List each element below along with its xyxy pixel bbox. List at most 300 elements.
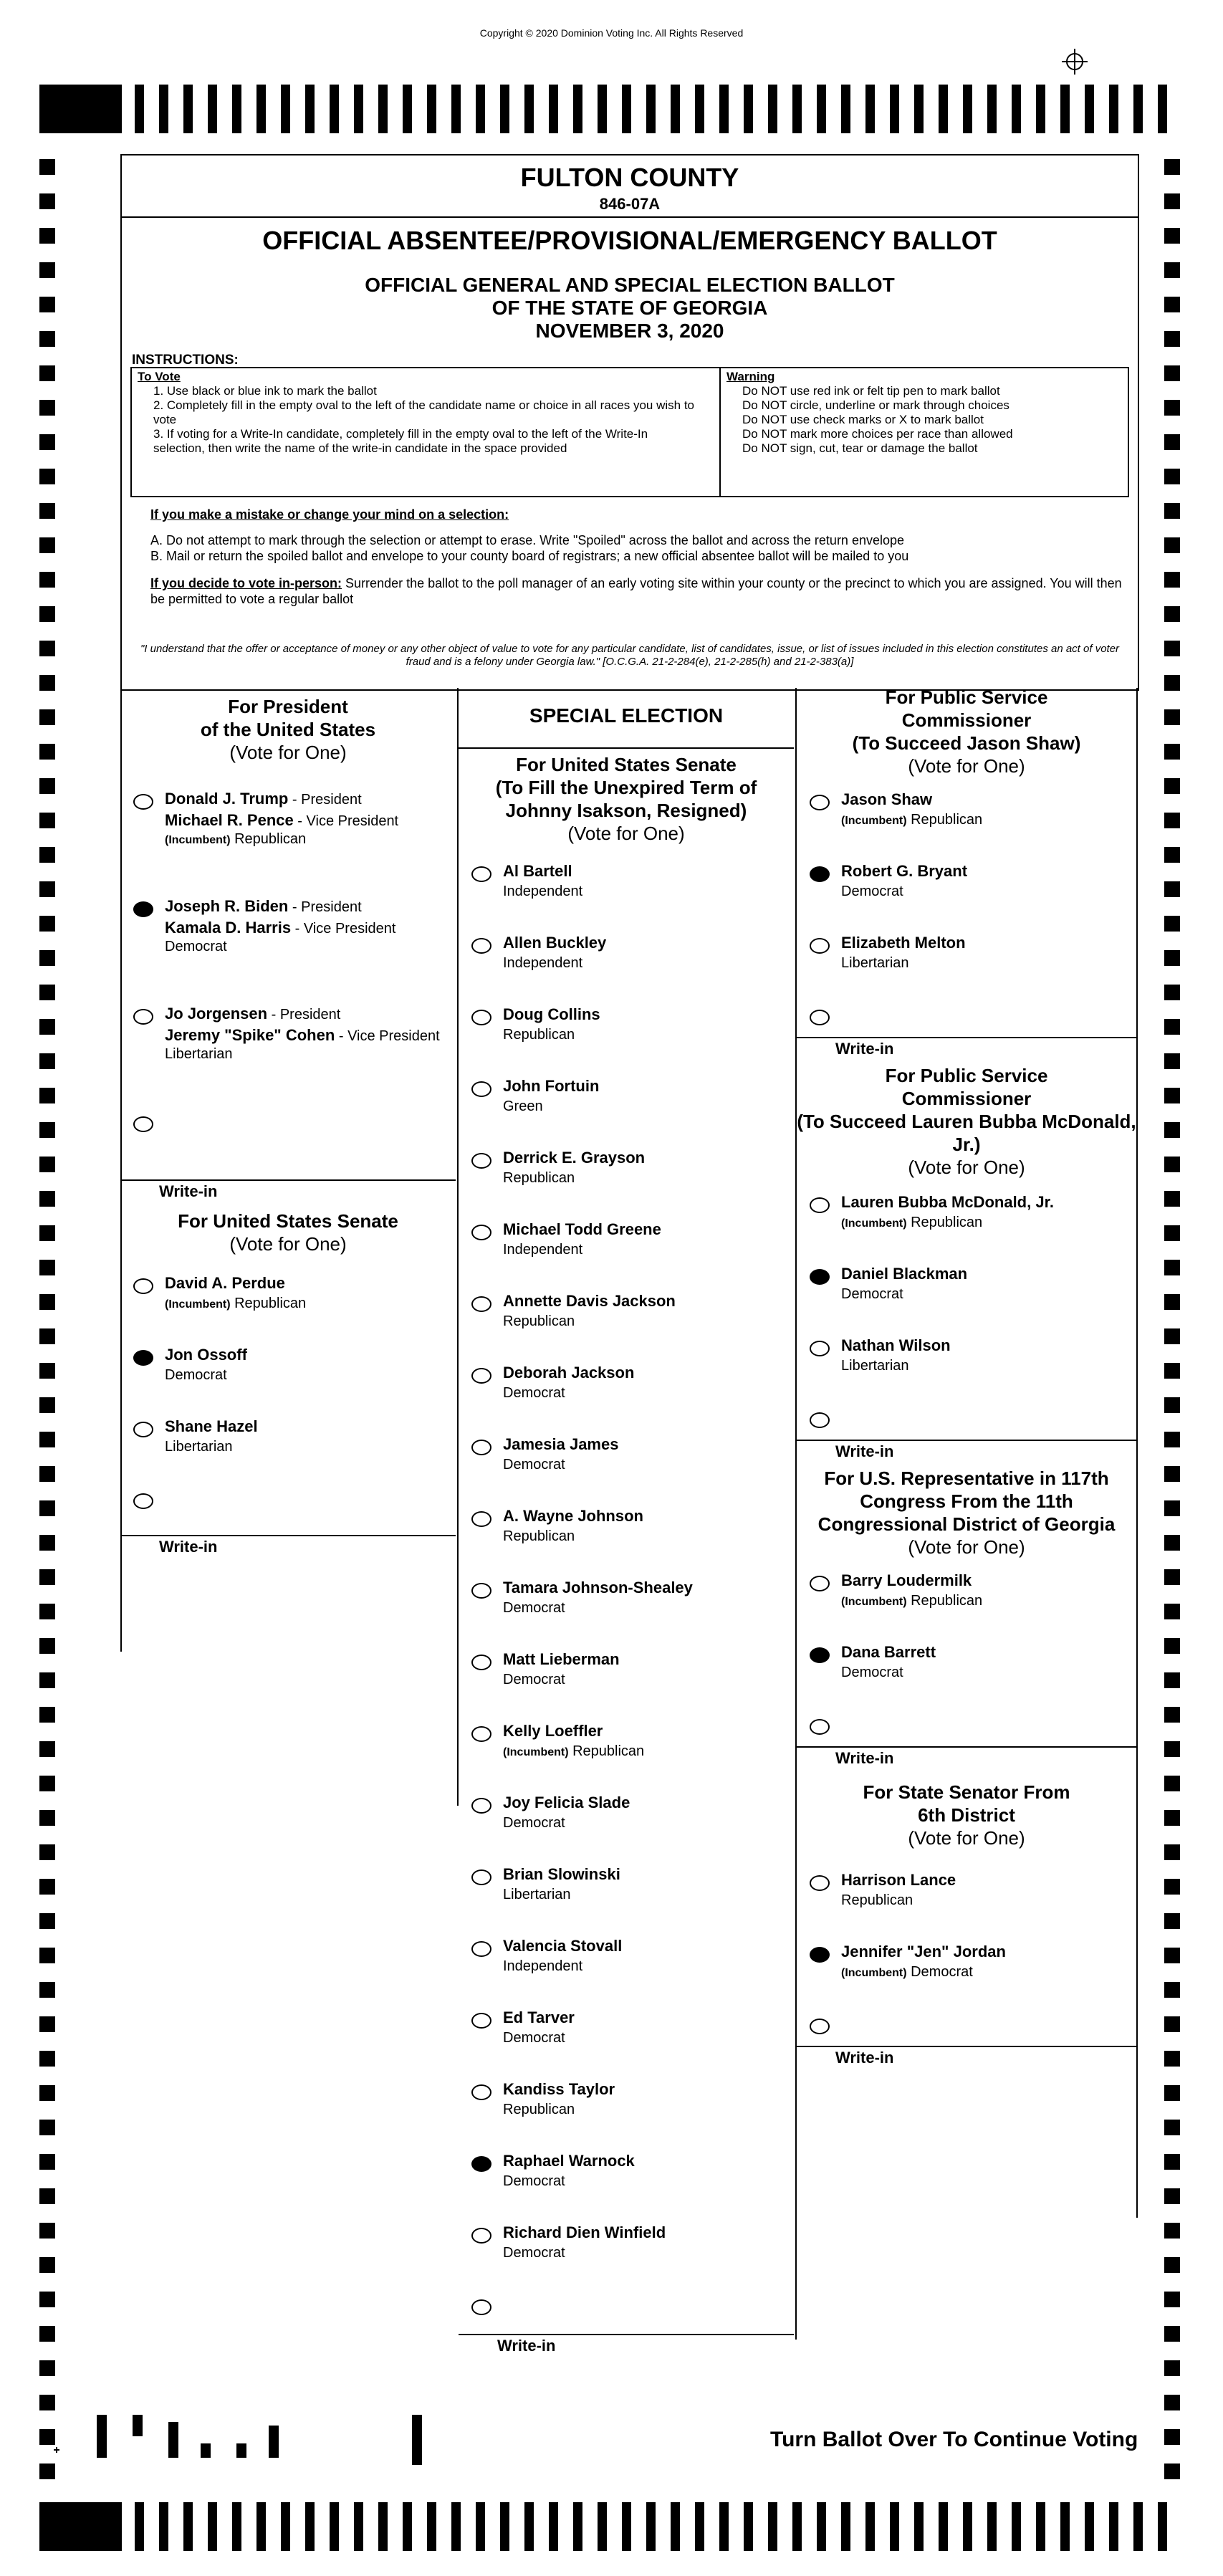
vote-oval[interactable] <box>810 1341 830 1356</box>
running-mate-text: Michael R. Pence <box>165 811 294 829</box>
timing-bar <box>256 2502 266 2551</box>
candidate-option[interactable] <box>459 1574 794 1646</box>
vote-oval[interactable] <box>471 1010 491 1025</box>
vote-for-label: (Vote for One) <box>229 1233 347 1255</box>
side-mark <box>1164 572 1180 588</box>
side-mark <box>39 400 55 416</box>
side-mark <box>39 1500 55 1516</box>
side-mark <box>1164 1982 1180 1998</box>
candidate-option[interactable] <box>797 1938 1136 2010</box>
timing-bar <box>1060 2502 1070 2551</box>
side-mark <box>39 1741 55 1757</box>
party-text: Democrat <box>841 1286 903 1302</box>
candidate-name <box>841 1643 936 1662</box>
candidate-party <box>841 1892 913 1909</box>
party-text: Republican <box>841 1892 913 1908</box>
timing-bar <box>476 2502 485 2551</box>
vote-oval[interactable] <box>471 1511 491 1527</box>
side-mark <box>39 2360 55 2376</box>
timing-bar <box>451 2502 461 2551</box>
candidate-option[interactable] <box>120 1413 456 1485</box>
side-mark <box>1164 2051 1180 2067</box>
vote-oval[interactable] <box>471 1941 491 1957</box>
vote-oval[interactable] <box>133 901 153 917</box>
side-mark <box>1164 1741 1180 1757</box>
side-mark <box>1164 262 1180 278</box>
vote-for-label: (Vote for One) <box>908 755 1025 777</box>
candidate-name-text: Jason Shaw <box>841 790 933 808</box>
timing-bar <box>1036 2502 1045 2551</box>
candidate-option[interactable] <box>797 1189 1136 1260</box>
side-mark <box>39 572 55 588</box>
side-mark <box>39 950 55 966</box>
vote-oval[interactable] <box>133 794 153 810</box>
race-title-line: For U.S. Representative in 117th <box>824 1467 1109 1489</box>
side-mark <box>1164 1535 1180 1551</box>
side-mark <box>39 228 55 244</box>
race-title-line: For State Senator From <box>863 1781 1070 1803</box>
timing-bar <box>744 85 753 133</box>
timing-bar <box>232 85 241 133</box>
party-text: Independent <box>503 884 583 899</box>
write-in-label[interactable]: Write-in <box>459 2334 794 2358</box>
timing-bar <box>1109 2502 1118 2551</box>
party-text: Libertarian <box>503 1887 571 1902</box>
side-mark <box>39 1844 55 1860</box>
side-mark <box>39 2326 55 2342</box>
vote-oval[interactable] <box>810 1947 830 1963</box>
timing-bar <box>695 85 704 133</box>
side-mark <box>1164 2464 1180 2479</box>
vote-oval[interactable] <box>471 1440 491 1455</box>
vote-oval[interactable] <box>471 866 491 882</box>
timing-bar <box>890 85 899 133</box>
candidate-party <box>503 1457 565 1473</box>
candidate-name-text: A. Wayne Johnson <box>503 1507 643 1525</box>
timing-bar <box>1012 85 1021 133</box>
write-in-option[interactable] <box>120 1485 456 1535</box>
candidate-option[interactable] <box>459 1503 794 1574</box>
side-mark <box>39 2429 55 2445</box>
timing-bar <box>403 2502 412 2551</box>
candidate-party <box>503 1027 575 1043</box>
vote-oval[interactable] <box>471 2299 491 2315</box>
side-mark <box>39 2154 55 2170</box>
vote-oval[interactable] <box>810 1010 830 1025</box>
candidate-option[interactable] <box>797 1567 1136 1639</box>
candidate-party <box>841 884 903 900</box>
candidate-option[interactable] <box>459 858 794 929</box>
party-text: Republican <box>906 812 983 828</box>
candidate-name-text: Harrison Lance <box>841 1871 956 1889</box>
candidate-name <box>503 1794 630 1812</box>
race-title-line: For United States Senate <box>178 1210 398 1232</box>
vote-oval[interactable] <box>810 1647 830 1663</box>
candidate-name-text: Richard Dien Winfield <box>503 2223 666 2241</box>
incumbent-label: (Incumbent) <box>841 1217 907 1230</box>
vote-oval[interactable] <box>810 1719 830 1735</box>
ballot-style-code: 846-07A <box>599 195 661 213</box>
timing-bar <box>1012 2502 1021 2551</box>
candidate-option[interactable] <box>120 893 456 1000</box>
footer-ballot-marks <box>54 2415 426 2472</box>
timing-bar <box>963 2502 972 2551</box>
candidate-option[interactable] <box>459 1359 794 1431</box>
candidate-option[interactable] <box>459 1216 794 1288</box>
vote-oval[interactable] <box>471 2156 491 2172</box>
side-mark <box>39 641 55 656</box>
party-text: Republican <box>230 1296 307 1311</box>
candidate-option[interactable] <box>459 2076 794 2148</box>
side-mark <box>1164 1088 1180 1103</box>
timing-bar <box>622 2502 631 2551</box>
race-title-line: Commissioner <box>901 709 1032 731</box>
write-in-label[interactable]: Write-in <box>797 2046 1136 2070</box>
side-mark <box>39 606 55 622</box>
timing-bar <box>573 2502 582 2551</box>
mistake-item-b: B. Mail or return the spoiled ballot and envelope to your county board of registrars; a new official absentee ballot will be mailed to you <box>150 549 909 563</box>
write-in-label[interactable]: Write-in <box>797 1440 1136 1464</box>
side-mark <box>39 193 55 209</box>
candidate-name <box>503 1005 600 1024</box>
running-mate-role: - Vice President <box>291 921 396 937</box>
vote-oval[interactable] <box>810 2019 830 2034</box>
in-person-heading: If you decide to vote in-person: <box>150 576 342 590</box>
to-vote-instructions <box>138 370 696 456</box>
candidate-option[interactable] <box>459 1789 794 1861</box>
candidate-name-text: Dana Barrett <box>841 1643 936 1661</box>
candidate-option[interactable] <box>797 1260 1136 1332</box>
vote-oval[interactable] <box>471 1869 491 1885</box>
candidate-option[interactable] <box>120 1270 456 1341</box>
vote-oval[interactable] <box>133 1350 153 1366</box>
race-title <box>459 749 794 858</box>
vote-oval[interactable] <box>471 938 491 954</box>
party-text: Independent <box>503 1958 583 1974</box>
party-text: Democrat <box>165 1367 227 1383</box>
side-mark <box>39 1122 55 1138</box>
race-psc1 <box>797 684 1136 1061</box>
timing-bar <box>135 85 144 133</box>
timing-bar <box>159 2502 168 2551</box>
vote-oval[interactable] <box>810 1875 830 1891</box>
column-1 <box>120 684 456 1559</box>
side-mark <box>39 1535 55 1551</box>
timing-bar <box>427 85 436 133</box>
vote-oval[interactable] <box>471 1798 491 1814</box>
write-in-option[interactable] <box>797 2010 1136 2046</box>
candidate-option[interactable] <box>459 2219 794 2291</box>
candidate-option[interactable] <box>797 858 1136 929</box>
side-mark <box>1164 778 1180 794</box>
side-mark <box>1164 916 1180 932</box>
side-mark <box>1164 1053 1180 1069</box>
candidate-option[interactable] <box>797 1332 1136 1404</box>
candidate-name <box>503 1865 620 1884</box>
vote-oval[interactable] <box>810 866 830 882</box>
side-mark <box>1164 331 1180 347</box>
timing-bar <box>1133 2502 1143 2551</box>
vote-oval[interactable] <box>810 938 830 954</box>
side-mark <box>39 331 55 347</box>
candidate-option[interactable] <box>459 1288 794 1359</box>
side-mark <box>1164 2292 1180 2307</box>
running-mate-text: Kamala D. Harris <box>165 919 292 937</box>
candidate-option[interactable] <box>459 2148 794 2219</box>
write-in-option[interactable] <box>797 1710 1136 1746</box>
candidate-name-text: Al Bartell <box>503 862 572 880</box>
party-text: Democrat <box>503 2245 565 2261</box>
vote-oval[interactable] <box>810 1576 830 1591</box>
vote-oval[interactable] <box>471 1153 491 1169</box>
candidate-party <box>503 1600 565 1617</box>
vote-oval[interactable] <box>810 1412 830 1428</box>
candidate-name <box>503 1292 676 1311</box>
side-mark <box>39 1053 55 1069</box>
candidate-name-text: Donald J. Trump <box>165 790 289 808</box>
timing-bar <box>330 85 339 133</box>
side-mark <box>39 2257 55 2273</box>
candidate-option[interactable] <box>797 1639 1136 1710</box>
timing-bar <box>963 85 972 133</box>
side-mark <box>1164 1948 1180 1963</box>
warning-instructions <box>726 370 1121 456</box>
candidate-option[interactable] <box>120 785 456 893</box>
side-mark <box>1164 1569 1180 1585</box>
race-title <box>120 1204 456 1270</box>
timing-bar <box>451 85 461 133</box>
vote-oval[interactable] <box>471 2013 491 2029</box>
side-mark <box>1164 537 1180 553</box>
write-in-label[interactable]: Write-in <box>797 1746 1136 1771</box>
vote-oval[interactable] <box>471 1081 491 1097</box>
timing-bar <box>403 85 412 133</box>
timing-bar <box>208 2502 217 2551</box>
vote-oval[interactable] <box>133 1422 153 1437</box>
side-mark <box>1164 709 1180 725</box>
candidate-option[interactable] <box>120 1000 456 1108</box>
ballot-subtitle <box>122 274 1138 343</box>
side-mark <box>39 1225 55 1241</box>
timing-bar <box>1158 2502 1167 2551</box>
vote-for-label: (Vote for One) <box>567 823 685 844</box>
side-mark <box>1164 1707 1180 1723</box>
timing-block <box>39 2502 122 2551</box>
vote-oval[interactable] <box>133 1278 153 1294</box>
party-text: Democrat <box>841 1665 903 1680</box>
instruction-item: 2. Completely fill in the empty oval to the left of the candidate name or choice in all races you wish to vote <box>153 398 695 426</box>
candidate-name-text: Jamesia James <box>503 1435 619 1453</box>
side-mark <box>39 503 55 519</box>
race-title <box>797 1464 1136 1567</box>
side-mark <box>1164 1810 1180 1826</box>
side-mark <box>1164 813 1180 828</box>
candidate-option[interactable] <box>459 1431 794 1503</box>
party-text: Republican <box>503 2102 575 2117</box>
vote-for-label: (Vote for One) <box>229 742 347 763</box>
side-mark <box>1164 2223 1180 2239</box>
side-mark <box>39 2464 55 2479</box>
vote-oval[interactable] <box>471 1583 491 1599</box>
candidate-party <box>503 1887 571 1903</box>
candidate-party <box>841 1215 982 1231</box>
to-vote-heading: To Vote <box>138 370 181 383</box>
candidate-option[interactable] <box>459 1001 794 1073</box>
timing-bar <box>305 2502 315 2551</box>
candidate-option[interactable] <box>459 1933 794 2004</box>
side-mark <box>39 1672 55 1688</box>
mistake-instructions <box>150 507 1125 607</box>
timing-bar <box>671 2502 680 2551</box>
write-in-option[interactable] <box>120 1108 456 1179</box>
vote-for-label: (Vote for One) <box>908 1157 1025 1178</box>
candidate-option[interactable] <box>797 786 1136 858</box>
candidate-name-text: Annette Davis Jackson <box>503 1292 676 1310</box>
race-title-line: For United States Senate <box>516 754 737 775</box>
warning-heading: Warning <box>726 370 775 383</box>
side-mark <box>1164 847 1180 863</box>
side-mark <box>1164 1294 1180 1310</box>
write-in-label[interactable]: Write-in <box>120 1535 456 1559</box>
timing-bar <box>354 2502 363 2551</box>
warning-item: Do NOT sign, cut, tear or damage the ballot <box>742 441 978 455</box>
side-mark <box>39 1191 55 1207</box>
side-mark <box>1164 985 1180 1000</box>
side-mark <box>1164 1019 1180 1035</box>
candidate-name <box>841 1193 1054 1212</box>
race-state_senate <box>797 1771 1136 2070</box>
race-title <box>797 1771 1136 1867</box>
party-text: Libertarian <box>841 955 909 971</box>
side-mark <box>39 1982 55 1998</box>
mistake-item-a: A. Do not attempt to mark through the selection or attempt to erase. Write "Spoiled" across the ballot and across the return envelope <box>150 533 905 547</box>
vote-oval[interactable] <box>471 2084 491 2100</box>
running-mate-name <box>165 919 395 937</box>
candidate-option[interactable] <box>797 1867 1136 1938</box>
side-mark <box>1164 1122 1180 1138</box>
vote-oval[interactable] <box>471 1225 491 1240</box>
candidate-party <box>841 1964 973 1981</box>
candidate-name <box>503 2152 635 2170</box>
timing-bar <box>841 85 850 133</box>
side-mark <box>1164 159 1180 175</box>
candidate-party <box>503 884 582 900</box>
party-text: Libertarian <box>841 1358 909 1374</box>
race-title-line: For Public Service <box>885 1065 1048 1086</box>
running-mate-role: - Vice President <box>335 1028 440 1044</box>
candidate-option[interactable] <box>459 1646 794 1718</box>
candidate-option[interactable] <box>120 1341 456 1413</box>
side-mark <box>1164 675 1180 691</box>
side-mark <box>1164 2257 1180 2273</box>
side-mark <box>1164 365 1180 381</box>
candidate-name <box>503 1507 643 1526</box>
instruction-item: 3. If voting for a Write-In candidate, completely fill in the empty oval to the left of the Write-In selection, then write the name of the write-in candidate in the space provided <box>153 427 648 455</box>
timing-bar <box>987 85 997 133</box>
timing-bar <box>939 2502 948 2551</box>
side-mark <box>1164 1672 1180 1688</box>
vote-oval[interactable] <box>471 1296 491 1312</box>
candidate-name <box>503 1650 620 1669</box>
side-mark <box>39 1913 55 1929</box>
race-title <box>797 1061 1136 1189</box>
side-mark <box>1164 228 1180 244</box>
write-in-option[interactable] <box>797 1404 1136 1440</box>
party-text: Democrat <box>503 1385 565 1401</box>
timing-bar <box>865 2502 875 2551</box>
write-in-option[interactable] <box>459 2291 794 2334</box>
candidate-option[interactable] <box>459 1144 794 1216</box>
candidate-option[interactable] <box>459 1718 794 1789</box>
vote-oval[interactable] <box>471 1726 491 1742</box>
candidate-party <box>503 955 582 972</box>
candidate-name <box>503 1364 634 1382</box>
party-text: Democrat <box>841 884 903 899</box>
timing-bar <box>598 85 607 133</box>
side-mark <box>1164 641 1180 656</box>
side-mark <box>39 813 55 828</box>
vote-oval[interactable] <box>810 1269 830 1285</box>
ballot-title: OFFICIAL ABSENTEE/PROVISIONAL/EMERGENCY BALLOT <box>262 226 997 255</box>
timing-bar <box>792 85 802 133</box>
write-in-label[interactable]: Write-in <box>120 1179 456 1204</box>
timing-bar <box>865 85 875 133</box>
candidate-name-text: Lauren Bubba McDonald, Jr. <box>841 1193 1055 1211</box>
candidate-party <box>503 1313 575 1330</box>
timing-bar <box>427 2502 436 2551</box>
side-mark <box>1164 2395 1180 2410</box>
vote-oval[interactable] <box>133 1116 153 1132</box>
write-in-option[interactable] <box>797 1001 1136 1037</box>
column-2 <box>459 684 794 2358</box>
vote-oval[interactable] <box>810 1197 830 1213</box>
side-mark <box>39 2395 55 2410</box>
candidate-option[interactable] <box>459 1861 794 1933</box>
party-text: Libertarian <box>165 1439 233 1455</box>
timing-bar <box>792 2502 802 2551</box>
vote-oval[interactable] <box>133 1493 153 1509</box>
side-mark <box>39 297 55 312</box>
vote-oval[interactable] <box>810 795 830 810</box>
side-mark <box>39 1432 55 1447</box>
timing-bar <box>256 85 266 133</box>
candidate-name-text: Daniel Blackman <box>841 1265 968 1283</box>
race-title-line: For President <box>228 696 348 717</box>
candidate-option[interactable] <box>459 1073 794 1144</box>
race-title-line: Commissioner <box>901 1088 1032 1109</box>
candidate-option[interactable] <box>459 929 794 1001</box>
candidate-name <box>165 790 362 808</box>
side-mark <box>1164 881 1180 897</box>
candidate-option[interactable] <box>797 929 1136 1001</box>
timing-bar <box>305 85 315 133</box>
vote-oval[interactable] <box>133 1009 153 1025</box>
candidate-option[interactable] <box>459 2004 794 2076</box>
vote-oval[interactable] <box>471 1368 491 1384</box>
candidate-name-text: Raphael Warnock <box>503 2152 635 2170</box>
candidate-name <box>165 1274 285 1293</box>
side-mark <box>39 1810 55 1826</box>
warning-item: Do NOT mark more choices per race than allowed <box>742 427 1013 441</box>
vote-oval[interactable] <box>471 2228 491 2244</box>
party-text: Democrat <box>503 1457 565 1473</box>
side-mark <box>39 1879 55 1895</box>
side-mark <box>1164 1432 1180 1447</box>
side-mark <box>39 2085 55 2101</box>
vote-oval[interactable] <box>471 1655 491 1670</box>
write-in-label[interactable]: Write-in <box>797 1037 1136 1061</box>
in-person-text: Surrender the ballot to the poll manager of an early voting site within your county or the precinct to which you are assigned. You will then be permitted to vote a regular ballot <box>150 576 1122 606</box>
